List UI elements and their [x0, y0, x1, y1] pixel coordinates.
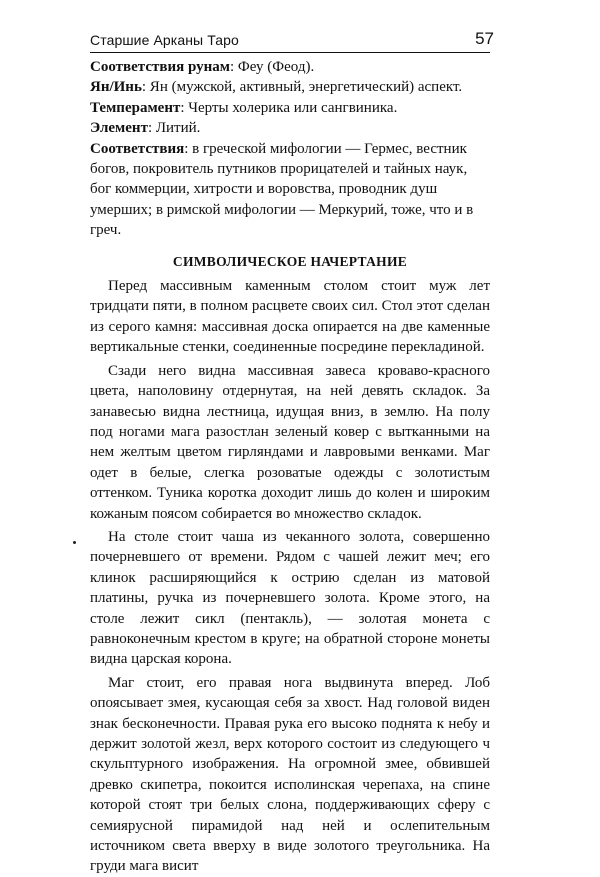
- running-title: Старшие Арканы Таро: [90, 32, 239, 48]
- meta-correspondences: [90, 139, 490, 241]
- meta-temperament: [90, 98, 490, 118]
- meta-label: Соответствия: [90, 140, 185, 157]
- meta-value: : в греческой мифологии — Гермес, вестник богов, покровитель путников прорицателей и тайных наук, бог коммерции, хитрости и воровства, проводник душ умерших; в римской мифологии — Меркурий, тоже, что и в греч.: [90, 140, 474, 239]
- meta-runes: [90, 57, 490, 77]
- meta-value: : Ян (мужской, активный, энергетический) аспект.: [141, 79, 463, 96]
- meta-value: : Литий.: [147, 120, 201, 137]
- paragraph: На столе стоит чаша из чеканного золота, совершенно почерневшего от времени. Рядом с чашей лежит меч; его клинок расширяющийся к острию сделан из матовой платины, ручка из почерневшего золота. Кроме этого, на столе лежит сикл (пентакль), — золотая монета с равноконечным крестом в круге; на обратной стороне монеты видна царская корона.: [90, 528, 490, 668]
- meta-value: : Феу (Феод).: [229, 59, 315, 75]
- page-content: [90, 57, 490, 877]
- meta-label: Темперамент: [90, 99, 181, 116]
- page-number: 57: [475, 29, 494, 48]
- section-heading: СИМВОЛИЧЕСКОЕ НАЧЕРТАНИЕ: [172, 253, 408, 269]
- meta-label: Соответствия рунам: [90, 59, 230, 75]
- paragraph: Перед массивным каменным столом стоит муж лет тридцати пяти, в полном расцвете своих сил. Стол этот сделан из серого камня: массивная доска опирается на две каменные вертикальные стенки, соединенные посредине перекладиной.: [90, 278, 490, 356]
- meta-label: Ян/Инь: [90, 79, 142, 96]
- meta-element: [90, 118, 490, 138]
- scan-speck: [73, 541, 76, 544]
- page-header: [90, 29, 494, 53]
- meta-label: Элемент: [90, 120, 148, 137]
- paragraph: Сзади него видна массивная завеса кроваво-красного цвета, наполовину отдернутая, на ней девять складок. За занавесью видна лестница, идущая вниз, в землю. На полу под ногами мага разостлан зеленый ковер с вытканными на нем желтым цветом гирляндами и лавровыми венками. Маг одет в белые, слегка розоватые одежды с золотистым оттенком. Туника коротка доходит лишь до колен и широким кожаным поясом собирается во множество складок.: [90, 362, 490, 522]
- meta-yin-yang: [90, 77, 490, 97]
- meta-value: : Черты холерика или сангвиника.: [180, 99, 398, 116]
- paragraph: Маг стоит, его правая нога выдвинута вперед. Лоб опоясывает змея, кусающая себя за хвост. Над головой виден знак бесконечности. Правая рука его высоко поднята к небу и держит золотой жезл, верх которого состоит из следующего ч скульптурного изображения. На огромной змее, обвившей древко скипетра, покоится исполинская черепаха, на спине которой стоят три белых слона, поддерживающих сферу с семиярусной пирамидой над ней и ослепительным источником света вверху в виде золотого треугольника. На груди мага висит: [90, 674, 490, 875]
